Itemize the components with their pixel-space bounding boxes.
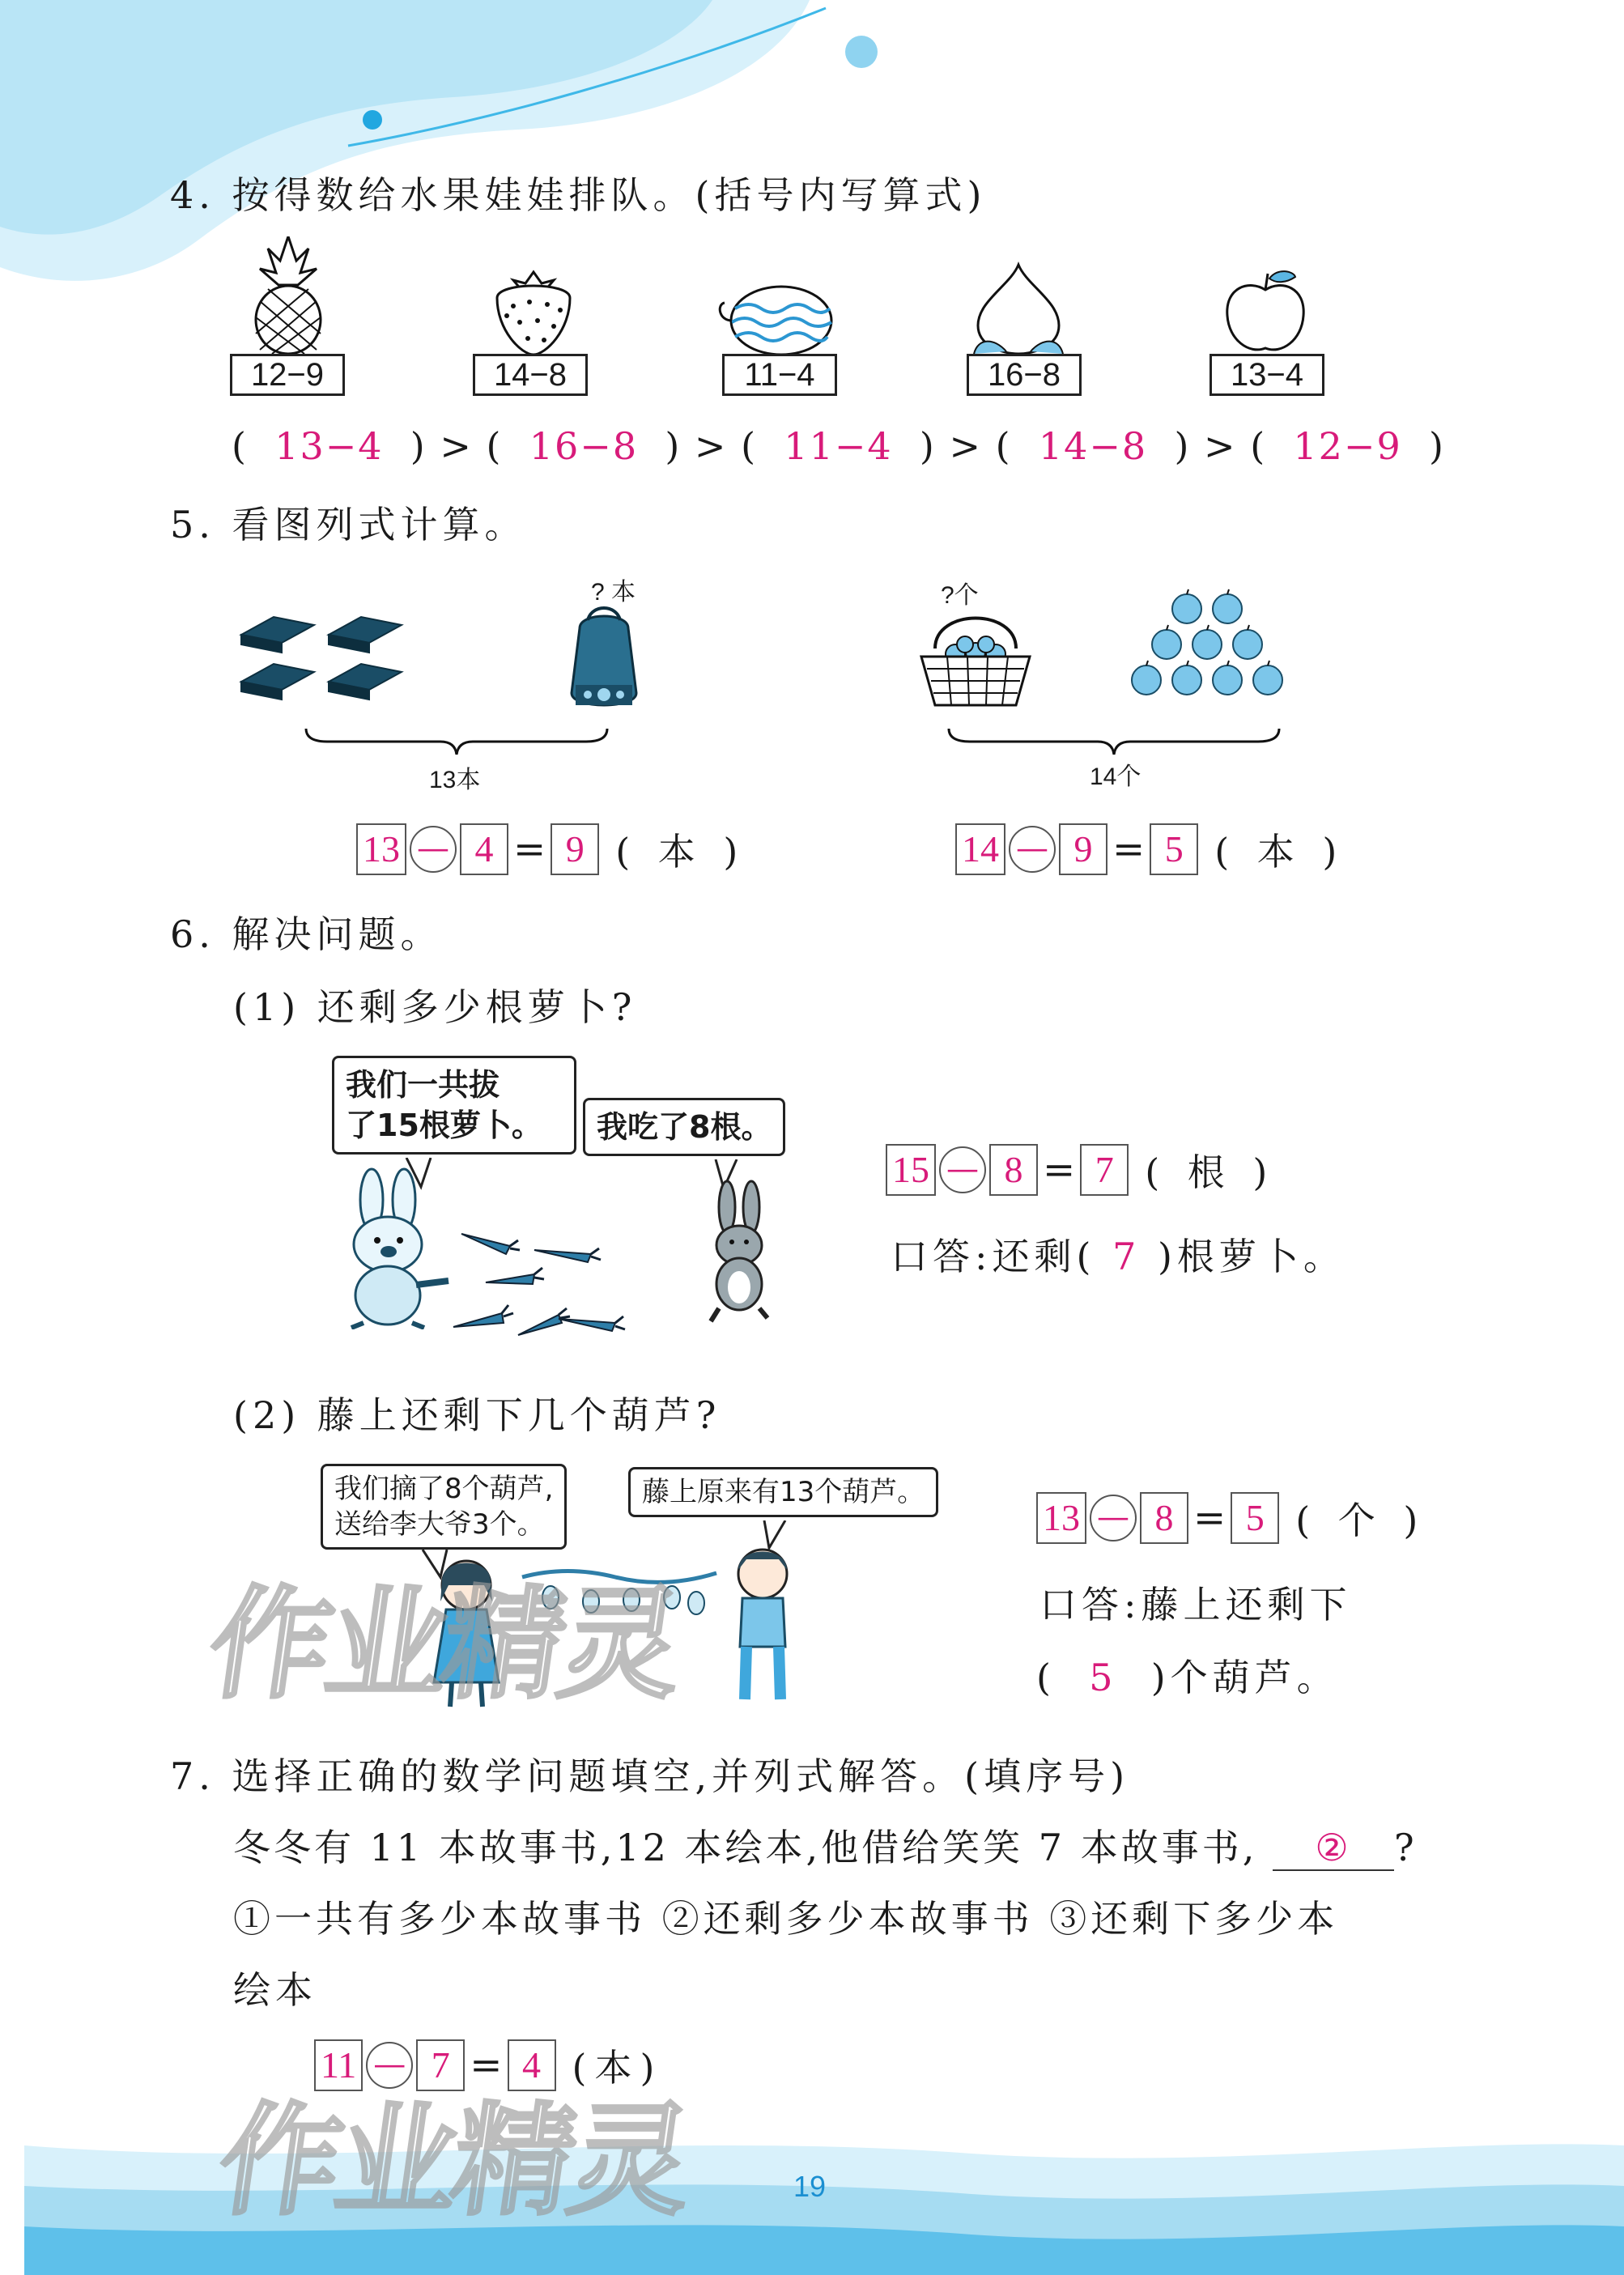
q5-right-equation: 14 — 9 = 5 ( 本 ) <box>955 823 1345 876</box>
order-answer-3: 11−4 <box>784 424 893 468</box>
q6-p2-title: (2) 藤上还剩下几个葫芦? <box>233 1393 721 1437</box>
fruit-tag-peach: 16−8 <box>967 354 1082 396</box>
q5-left-question-label: ? 本 <box>591 579 636 606</box>
q5-right-total-label: 14个 <box>1090 763 1141 790</box>
order-answer-4: 14−8 <box>1038 424 1148 468</box>
fruit-tag-pineapple: 12−9 <box>230 354 345 396</box>
q7-options-line1: ①一共有多少本故事书 ②还剩多少本故事书 ③还剩下多少本 <box>233 1897 1339 1941</box>
q7-blank[interactable]: ② <box>1273 1826 1394 1871</box>
q4-title: 4. 按得数给水果娃娃排队。(括号内写算式) <box>170 173 987 217</box>
peach-icon <box>970 261 1067 356</box>
q5-right-question-label: ?个 <box>941 582 979 609</box>
q6-p1-title: (1) 还剩多少根萝卜? <box>233 985 637 1029</box>
apples-pyramid-icon <box>1122 586 1292 724</box>
q7-problem-line: 冬冬有 11 本故事书,12 本绘本,他借给笑笑 7 本故事书, ② ? <box>233 1826 1418 1869</box>
q7-options-line2: 绘本 <box>233 1968 317 2012</box>
top-wave-decoration <box>0 0 907 291</box>
carrots-icon <box>437 1226 631 1363</box>
order-answer-2: 16−8 <box>529 424 639 468</box>
page-number: 19 <box>793 2170 827 2203</box>
order-answer-5: 12−9 <box>1293 424 1402 468</box>
watermark-mid: 作业精灵 <box>200 1575 687 1716</box>
order-answer-1: 13−4 <box>274 424 384 468</box>
left-brace <box>303 725 610 758</box>
right-brace <box>946 725 1282 758</box>
q6-p2-bubble-left: 我们摘了8个葫芦, 送给李大爷3个。 <box>321 1464 567 1550</box>
apple-icon <box>1221 267 1310 356</box>
basket-icon <box>915 612 1036 712</box>
fruit-tag-watermelon: 11−4 <box>722 354 837 396</box>
q6-p1-answer: 口答:还剩( 7 )根萝卜。 <box>891 1235 1346 1278</box>
q5-title: 5. 看图列式计算。 <box>170 503 527 546</box>
q4-order-row: ( 13−4 ) > ( 16−8 ) > ( 11−4 ) > ( 14−8 ) > ( 12−9 ) <box>232 424 1445 468</box>
q5-left-equation: 13 — 4 = 9 ( 本 ) <box>356 823 746 876</box>
q5-left-total-label: 13本 <box>429 767 481 793</box>
books-icon <box>233 610 411 716</box>
q6-title: 6. 解决问题。 <box>170 912 443 956</box>
backpack-icon <box>555 604 653 717</box>
watermelon-icon <box>712 280 842 356</box>
q7-title: 7. 选择正确的数学问题填空,并列式解答。(填序号) <box>170 1754 1130 1798</box>
pineapple-icon <box>248 236 329 354</box>
q7-equation: 11 — 7 = 4 (本) <box>314 2039 662 2092</box>
q6-p2-equation: 13 — 8 = 5 ( 个 ) <box>1036 1491 1426 1545</box>
rabbit-small-icon <box>695 1179 784 1325</box>
fruit-tag-apple: 13−4 <box>1209 354 1324 396</box>
watermark-bottom: 作业精灵 <box>210 2091 697 2232</box>
q6-p2-answer-line1: 口答:藤上还剩下 <box>1039 1583 1352 1627</box>
q6-p1-equation: 15 — 8 = 7 ( 根 ) <box>886 1143 1275 1197</box>
boy-icon <box>722 1541 803 1703</box>
q6-p2-answer-line2: ( 5 )个葫芦。 <box>1036 1656 1339 1699</box>
fruit-tag-strawberry: 14−8 <box>473 354 588 396</box>
q6-p1-bubble-left: 我们一共拔 了15根萝卜。 <box>332 1056 576 1155</box>
strawberry-icon <box>489 266 578 356</box>
q6-p1-bubble-right: 我吃了8根。 <box>583 1098 785 1156</box>
q6-p2-bubble-right: 藤上原来有13个葫芦。 <box>628 1467 938 1517</box>
